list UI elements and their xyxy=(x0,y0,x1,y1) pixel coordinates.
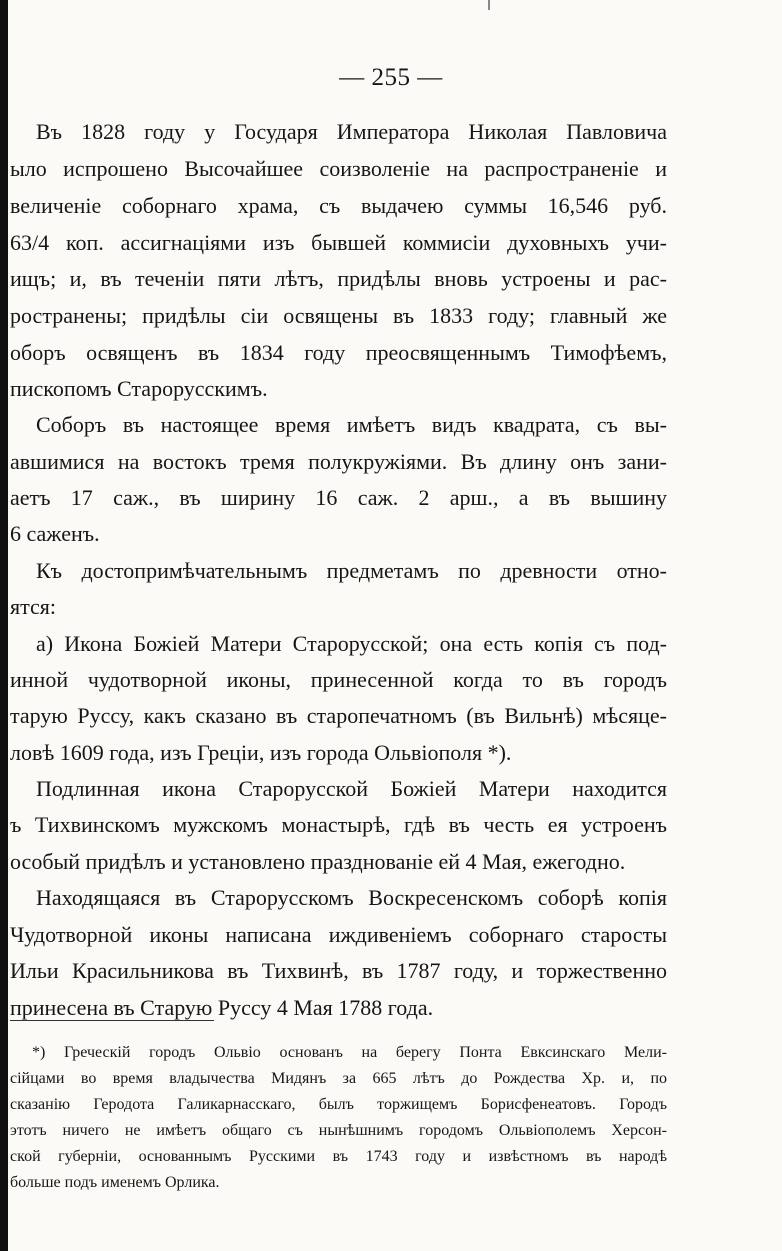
scan-mark xyxy=(488,0,490,10)
body-line: авшимися на востокъ тремя полукружіями. Въ длину онъ зани- xyxy=(10,449,667,474)
footnote-line: *) Греческій городъ Ольвіо основанъ на берегу Понта Евксинскаго Мели- xyxy=(32,1044,667,1061)
footnote-line: сказанію Геродота Галикарнасскаго, былъ торжищемъ Борисфенеатовъ. Городъ xyxy=(10,1096,667,1113)
body-line: а) Икона Божіей Матери Старорусской; она есть копія съ под- xyxy=(36,631,667,656)
body-line: пископомъ Старорусскимъ. xyxy=(10,376,268,401)
body-line: тарую Руссу, какъ сказано въ старопечатномъ (въ Вильнѣ) мѣсяце- xyxy=(10,703,667,728)
body-line: Въ 1828 году у Государя Императора Николая Павловича xyxy=(36,119,667,144)
body-line: ыло испрошено Высочайшее соизволеніе на распространеніе и xyxy=(10,156,667,181)
page-number: — 255 — xyxy=(339,64,443,91)
body-line: Находящаяся въ Старорусскомъ Воскресенскомъ соборѣ копія xyxy=(36,885,667,910)
body-line: ространены; придѣлы сіи освящены въ 1833 году; главный же xyxy=(10,303,667,328)
body-line: 6 саженъ. xyxy=(10,521,100,546)
body-line: ятся: xyxy=(10,594,56,619)
body-line: ищъ; и, въ теченіи пяти лѣтъ, придѣлы вновь устроены и рас- xyxy=(10,266,667,291)
footnote-rule xyxy=(10,1020,214,1021)
footnote-line: ской губерніи, основаннымъ Русскими въ 1743 году и извѣстномъ въ народѣ xyxy=(10,1148,667,1165)
body-line: особый придѣлъ и установлено празднованіе ей 4 Мая, ежегодно. xyxy=(10,849,626,874)
body-line: величеніе соборнаго храма, съ выдачею суммы 16,546 руб. xyxy=(10,193,667,218)
footnote-line: больше подъ именемъ Орлика. xyxy=(10,1174,220,1191)
body-line: Подлинная икона Старорусской Божіей Матери находится xyxy=(36,776,667,801)
body-line: Чудотворной иконы написана иждивеніемъ соборнаго старосты xyxy=(10,922,667,947)
footnote-line: этотъ ничего не имѣетъ общаго съ нынѣшнимъ городомъ Ольвіополемъ Херсон- xyxy=(10,1122,667,1139)
body-line: оборъ освященъ въ 1834 году преосвященнымъ Тимофѣемъ, xyxy=(10,340,667,365)
body-line: принесена въ Старую Руссу 4 Мая 1788 года. xyxy=(10,995,434,1020)
body-line: ловѣ 1609 года, изъ Греціи, изъ города Ольвіополя *). xyxy=(10,740,512,765)
body-line: Соборъ въ настоящее время имѣетъ видъ квадрата, съ вы- xyxy=(36,412,667,437)
body-line: аетъ 17 саж., въ ширину 16 саж. 2 арш., а въ вышину xyxy=(10,485,667,510)
body-line: ъ Тихвинскомъ мужскомъ монастырѣ, гдѣ въ честь ея устроенъ xyxy=(10,812,667,837)
binding-edge xyxy=(0,0,8,1251)
body-line: 63/4 коп. ассигнаціями изъ бывшей коммисіи духовныхъ учи- xyxy=(10,230,667,255)
body-line: Къ достопримѣчательнымъ предметамъ по древности отно- xyxy=(36,558,667,583)
body-line: Ильи Красильникова въ Тихвинѣ, въ 1787 году, и торжественно xyxy=(10,958,667,983)
body-line: инной чудотворной иконы, принесенной когда то въ городъ xyxy=(10,667,667,692)
footnote-line: сійцами во время владычества Мидянъ за 665 лѣтъ до Рождества Хр. и, по xyxy=(10,1070,667,1087)
